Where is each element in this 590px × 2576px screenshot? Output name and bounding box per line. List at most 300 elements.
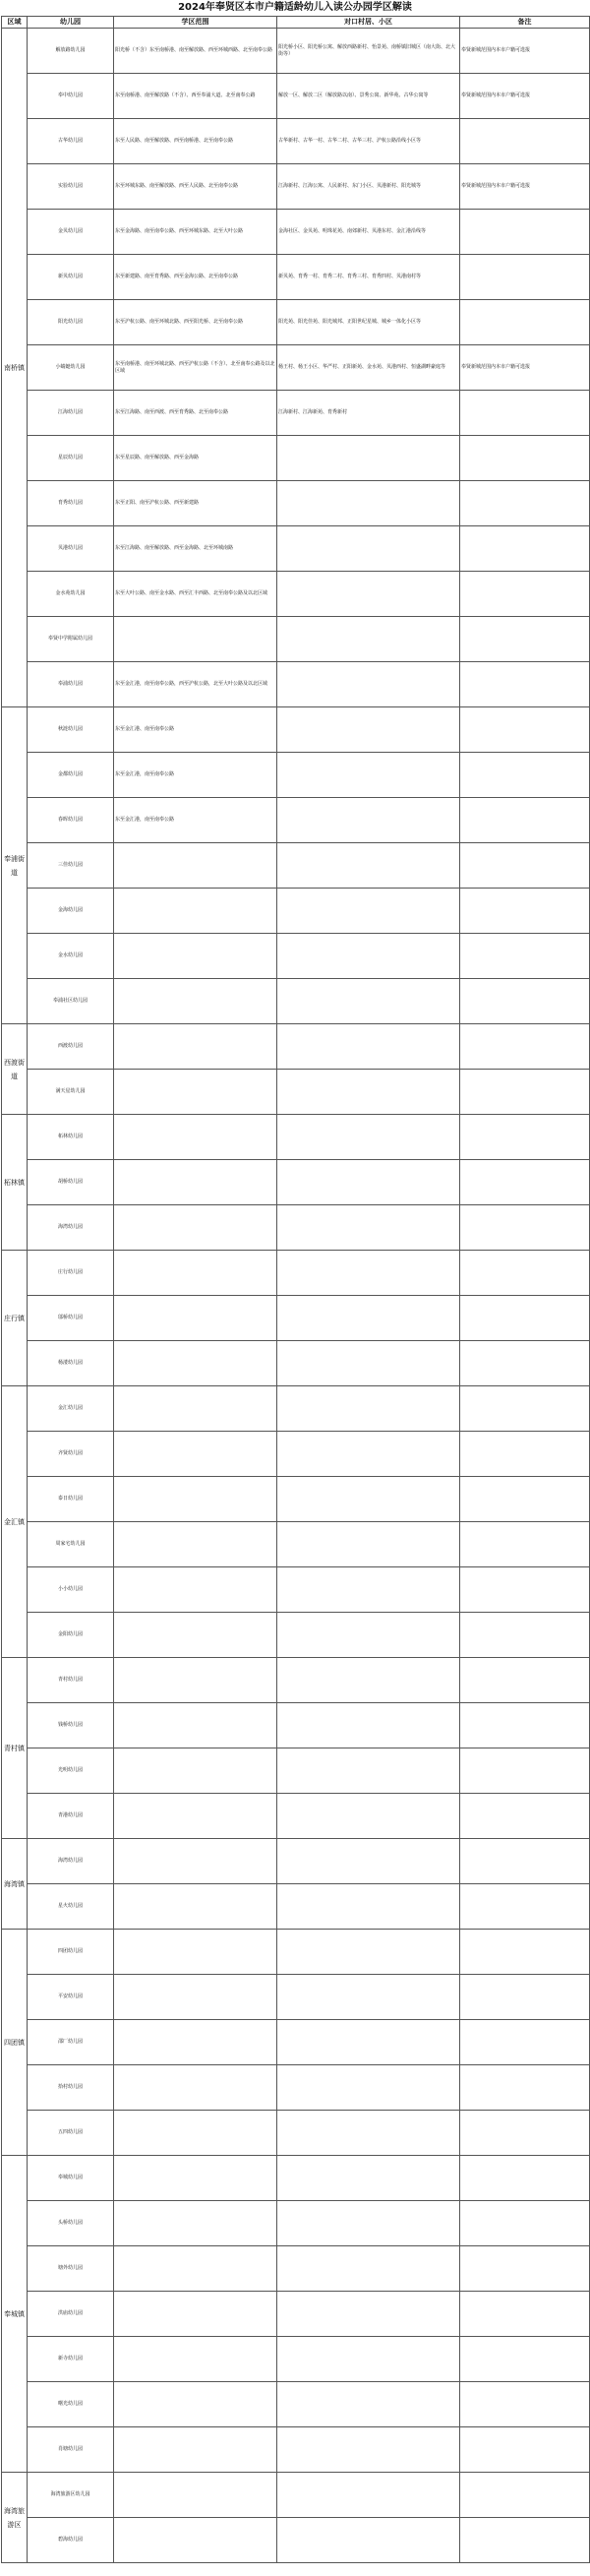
- remarks: [460, 526, 590, 572]
- kindergarten-name: 杨溇幼儿园: [28, 1341, 114, 1386]
- catchment-scope: 东至江海路、南至解放路、西至金海路、北至环城南路: [114, 526, 277, 572]
- kindergarten-name: 光明幼儿园: [28, 1748, 114, 1794]
- kindergarten-name: 洪庙幼儿园: [28, 2292, 114, 2337]
- catchment-scope: 东至金汇港、南至南奉公路: [114, 707, 277, 753]
- kindergarten-name: 江海幼儿园: [28, 391, 114, 436]
- table-row: [2, 753, 590, 798]
- remarks: [460, 1386, 590, 1432]
- table-row: [2, 889, 590, 934]
- assigned-communities: [277, 934, 460, 979]
- kindergarten-name: 阳光幼儿园: [28, 300, 114, 345]
- table-row: [2, 436, 590, 481]
- table-row: [2, 572, 590, 617]
- catchment-scope: [114, 2156, 277, 2201]
- district-cell: 奉城镇: [2, 2156, 28, 2473]
- remarks: [460, 1341, 590, 1386]
- catchment-scope: [114, 1432, 277, 1477]
- document-title: 2024年奉贤区本市户籍适龄幼儿入读公办园学区解读: [178, 2, 412, 13]
- remarks: [460, 798, 590, 843]
- assigned-communities: [277, 2427, 460, 2473]
- assigned-communities: 江海新村、江海新苑、育秀新村: [277, 391, 460, 436]
- catchment-scope: [114, 2292, 277, 2337]
- kindergarten-name: 柘林幼儿园: [28, 1115, 114, 1160]
- remarks: [460, 2518, 590, 2563]
- catchment-scope: 东至人民路、南至解放路、西至南桥港、北至南奉公路: [114, 119, 277, 164]
- kindergarten-name: 古华幼儿园: [28, 119, 114, 164]
- table-row: [2, 2246, 590, 2292]
- assigned-communities: [277, 1748, 460, 1794]
- remarks: [460, 2382, 590, 2427]
- remarks: [460, 481, 590, 526]
- remarks: 奉贤新城范围内本市户籍可选报: [460, 74, 590, 119]
- remarks: 奉贤新城范围内本市户籍可选报: [460, 164, 590, 210]
- kindergarten-name: 秋涟幼儿园: [28, 707, 114, 753]
- catchment-scope: 东至金汇港，南至南奉公路: [114, 753, 277, 798]
- assigned-communities: [277, 1930, 460, 1975]
- remarks: [460, 1703, 590, 1748]
- district-cell: 海湾镇: [2, 1839, 28, 1930]
- catchment-scope: [114, 1296, 277, 1341]
- catchment-scope: [114, 1341, 277, 1386]
- catchment-scope: [114, 979, 277, 1024]
- catchment-table: [1, 16, 590, 2563]
- catchment-scope: [114, 843, 277, 889]
- table-row: [2, 1160, 590, 1205]
- catchment-scope: [114, 1024, 277, 1070]
- kindergarten-name: 解放路幼儿园: [28, 29, 114, 74]
- kindergarten-name: 海湾幼儿园: [28, 1839, 114, 1884]
- table-row: [2, 934, 590, 979]
- remarks: [460, 255, 590, 300]
- table-row: [2, 1567, 590, 1613]
- district-cell: 四团镇: [2, 1930, 28, 2156]
- assigned-communities: [277, 1522, 460, 1567]
- column-header: 幼儿园: [28, 17, 114, 29]
- assigned-communities: 解放一区、解放二区（解放路以南）、景秀公寓、新华苑、古华公寓等: [277, 74, 460, 119]
- assigned-communities: [277, 1296, 460, 1341]
- remarks: [460, 2246, 590, 2292]
- table-row: [2, 1613, 590, 1658]
- catchment-scope: [114, 2473, 277, 2518]
- catchment-scope: [114, 2111, 277, 2156]
- kindergarten-name: 头桥幼儿园: [28, 2201, 114, 2246]
- kindergarten-name: 奉城幼儿园: [28, 2156, 114, 2201]
- catchment-scope: [114, 1160, 277, 1205]
- district-cell: 海湾旅游区: [2, 2473, 28, 2563]
- assigned-communities: [277, 2337, 460, 2382]
- district-cell: 青村镇: [2, 1658, 28, 1839]
- remarks: [460, 1884, 590, 1930]
- remarks: [460, 2337, 590, 2382]
- kindergarten-name: 新寺幼儿园: [28, 2337, 114, 2382]
- kindergarten-name: 钱桥幼儿园: [28, 1703, 114, 1748]
- kindergarten-name: 邵厂幼儿园: [28, 2020, 114, 2065]
- catchment-scope: [114, 1477, 277, 1522]
- table-row: [2, 255, 590, 300]
- catchment-scope: [114, 2337, 277, 2382]
- table-row: [2, 1296, 590, 1341]
- catchment-scope: 东至星辰路、南至解放路、西至金海路: [114, 436, 277, 481]
- remarks: [460, 2111, 590, 2156]
- assigned-communities: [277, 1205, 460, 1251]
- assigned-communities: [277, 2473, 460, 2518]
- assigned-communities: [277, 1251, 460, 1296]
- table-row: [2, 1975, 590, 2020]
- remarks: [460, 1477, 590, 1522]
- catchment-scope: [114, 1658, 277, 1703]
- remarks: [460, 2020, 590, 2065]
- catchment-scope: [114, 1884, 277, 1930]
- kindergarten-name: 庄行幼儿园: [28, 1251, 114, 1296]
- table-row: [2, 345, 590, 391]
- kindergarten-name: 新贝幼儿园: [28, 255, 114, 300]
- catchment-scope: [114, 2518, 277, 2563]
- table-row: [2, 2427, 590, 2473]
- assigned-communities: [277, 1794, 460, 1839]
- kindergarten-name: 肖塘幼儿园: [28, 2427, 114, 2473]
- remarks: [460, 979, 590, 1024]
- catchment-scope: [114, 1522, 277, 1567]
- remarks: [460, 2065, 590, 2111]
- assigned-communities: [277, 889, 460, 934]
- assigned-communities: [277, 526, 460, 572]
- kindergarten-name: 三佳幼儿园: [28, 843, 114, 889]
- assigned-communities: [277, 1703, 460, 1748]
- catchment-scope: 东至金汇港，南至南奉公路: [114, 798, 277, 843]
- kindergarten-name: 奉浦幼儿园: [28, 662, 114, 707]
- catchment-scope: [114, 889, 277, 934]
- kindergarten-name: 四团幼儿园: [28, 1930, 114, 1975]
- column-header: 备注: [460, 17, 590, 29]
- kindergarten-name: 碧海幼儿园: [28, 2518, 114, 2563]
- catchment-scope: [114, 2382, 277, 2427]
- table-row: [2, 1703, 590, 1748]
- table-row: [2, 2337, 590, 2382]
- catchment-scope: [114, 1703, 277, 1748]
- kindergarten-name: 金贝幼儿园: [28, 210, 114, 255]
- kindergarten-name: 西渡幼儿园: [28, 1024, 114, 1070]
- assigned-communities: [277, 2065, 460, 2111]
- table-row: [2, 2020, 590, 2065]
- remarks: [460, 889, 590, 934]
- table-row: [2, 707, 590, 753]
- catchment-scope: 东至南桥港、南至环城北路、西至沪杭公路（不含）、北至南奉公路及以北区域: [114, 345, 277, 391]
- remarks: [460, 617, 590, 662]
- remarks: [460, 2473, 590, 2518]
- assigned-communities: [277, 617, 460, 662]
- assigned-communities: [277, 1432, 460, 1477]
- assigned-communities: [277, 1386, 460, 1432]
- kindergarten-name: 奉浦社区幼儿园: [28, 979, 114, 1024]
- assigned-communities: [277, 753, 460, 798]
- table-row: [2, 300, 590, 345]
- table-row: [2, 798, 590, 843]
- kindergarten-name: 金海幼儿园: [28, 889, 114, 934]
- table-row: [2, 1386, 590, 1432]
- table-row: [2, 210, 590, 255]
- table-row: [2, 1251, 590, 1296]
- remarks: [460, 1658, 590, 1703]
- catchment-scope: [114, 2246, 277, 2292]
- catchment-scope: 东至江海路、南至西渡、西至育秀路、北至南奉公路: [114, 391, 277, 436]
- catchment-scope: [114, 1794, 277, 1839]
- table-row: [2, 74, 590, 119]
- remarks: [460, 1160, 590, 1205]
- remarks: [460, 1296, 590, 1341]
- remarks: [460, 300, 590, 345]
- kindergarten-name: 小蜻蜓幼儿园: [28, 345, 114, 391]
- catchment-scope: 阳光桥（不含）东至南桥港、南至解放路、西至环城西路、北至南奉公路: [114, 29, 277, 74]
- table-row: [2, 1839, 590, 1884]
- assigned-communities: 古华新村、古华一村、古华二村、古华三村、沪杭公路沿线小区等: [277, 119, 460, 164]
- catchment-scope: 东至金汇港，南至南奉公路，西至沪杭公路，北至大叶公路及以北区域: [114, 662, 277, 707]
- table-row: [2, 2292, 590, 2337]
- kindergarten-name: 满天星幼儿园: [28, 1070, 114, 1115]
- assigned-communities: [277, 436, 460, 481]
- catchment-scope: [114, 1115, 277, 1160]
- kindergarten-name: 小小幼儿园: [28, 1567, 114, 1613]
- kindergarten-name: 金水苑幼儿园: [28, 572, 114, 617]
- catchment-scope: [114, 2020, 277, 2065]
- catchment-scope: [114, 1748, 277, 1794]
- assigned-communities: [277, 1341, 460, 1386]
- remarks: [460, 2201, 590, 2246]
- remarks: [460, 934, 590, 979]
- catchment-scope: 东至沪杭公路、南至环城北路、西至阳光桥、北至南奉公路: [114, 300, 277, 345]
- catchment-scope: [114, 1251, 277, 1296]
- assigned-communities: [277, 1115, 460, 1160]
- remarks: [460, 1839, 590, 1884]
- remarks: [460, 707, 590, 753]
- kindergarten-name: 邬桥幼儿园: [28, 1296, 114, 1341]
- table-row: [2, 481, 590, 526]
- table-row: [2, 979, 590, 1024]
- remarks: [460, 391, 590, 436]
- assigned-communities: [277, 2111, 460, 2156]
- district-cell: 南桥镇: [2, 29, 28, 707]
- district-cell: 庄行镇: [2, 1251, 28, 1386]
- table-row: [2, 2518, 590, 2563]
- kindergarten-name: 春晖幼儿园: [28, 798, 114, 843]
- assigned-communities: [277, 1613, 460, 1658]
- kindergarten-name: 胡桥幼儿园: [28, 1160, 114, 1205]
- table-row: [2, 164, 590, 210]
- table-row: [2, 119, 590, 164]
- assigned-communities: [277, 798, 460, 843]
- assigned-communities: [277, 572, 460, 617]
- kindergarten-name: 曙光幼儿园: [28, 2382, 114, 2427]
- kindergarten-name: 育秀幼儿园: [28, 481, 114, 526]
- assigned-communities: 杨王村、杨王小区、华严村、正阳新苑、金水苑、贝港西村、恒盛湖畔豪庭等: [277, 345, 460, 391]
- assigned-communities: [277, 1070, 460, 1115]
- catchment-scope: [114, 1613, 277, 1658]
- assigned-communities: [277, 2020, 460, 2065]
- column-header: 区域: [2, 17, 28, 29]
- assigned-communities: [277, 1160, 460, 1205]
- table-row: [2, 2065, 590, 2111]
- assigned-communities: [277, 2201, 460, 2246]
- kindergarten-name: 海湾幼儿园: [28, 1205, 114, 1251]
- table-row: [2, 1205, 590, 1251]
- remarks: [460, 2427, 590, 2473]
- remarks: [460, 753, 590, 798]
- remarks: [460, 2156, 590, 2201]
- catchment-scope: 东至环城东路、南至解放路、西至人民路、北至南奉公路: [114, 164, 277, 210]
- assigned-communities: [277, 2518, 460, 2563]
- catchment-scope: [114, 2201, 277, 2246]
- table-header-row: [2, 17, 590, 29]
- assigned-communities: [277, 2382, 460, 2427]
- assigned-communities: [277, 1024, 460, 1070]
- kindergarten-name: 实验幼儿园: [28, 164, 114, 210]
- table-row: [2, 391, 590, 436]
- catchment-scope: [114, 1567, 277, 1613]
- table-row: [2, 1115, 590, 1160]
- table-row: [2, 662, 590, 707]
- district-cell: 金汇镇: [2, 1386, 28, 1658]
- table-row: [2, 1748, 590, 1794]
- assigned-communities: [277, 2156, 460, 2201]
- district-cell: 奉浦街道: [2, 707, 28, 1024]
- kindergarten-name: 青村幼儿园: [28, 1658, 114, 1703]
- kindergarten-name: 奉中幼儿园: [28, 74, 114, 119]
- assigned-communities: [277, 2246, 460, 2292]
- table-row: [2, 2156, 590, 2201]
- remarks: [460, 1251, 590, 1296]
- table-row: [2, 526, 590, 572]
- table-row: [2, 1432, 590, 1477]
- table-body: [2, 29, 590, 2563]
- catchment-scope: [114, 934, 277, 979]
- table-row: [2, 617, 590, 662]
- document: [1, 0, 589, 2563]
- catchment-scope: 东至正阳、南至沪杭公路、西至新建路: [114, 481, 277, 526]
- remarks: [460, 1613, 590, 1658]
- catchment-scope: [114, 1839, 277, 1884]
- table-row: [2, 843, 590, 889]
- assigned-communities: [277, 1658, 460, 1703]
- remarks: [460, 572, 590, 617]
- kindergarten-name: 周家宅幼儿园: [28, 1522, 114, 1567]
- remarks: [460, 1930, 590, 1975]
- kindergarten-name: 金水幼儿园: [28, 934, 114, 979]
- column-header: 对口村居、小区: [277, 17, 460, 29]
- table-row: [2, 1884, 590, 1930]
- remarks: [460, 1024, 590, 1070]
- assigned-communities: 阳光苑、阳光佳苑、阳光城邦、正阳世纪星城、城乡一体化小区等: [277, 300, 460, 345]
- assigned-communities: [277, 843, 460, 889]
- remarks: [460, 119, 590, 164]
- table-row: [2, 1522, 590, 1567]
- assigned-communities: [277, 979, 460, 1024]
- catchment-scope: 东至南桥港、南至解放路（不含）、西至奉浦大道、北至南奉公路: [114, 74, 277, 119]
- kindergarten-name: 拾村幼儿园: [28, 2065, 114, 2111]
- district-cell: 西渡街道: [2, 1024, 28, 1115]
- remarks: 奉贤新城范围内本市户籍可选报: [460, 29, 590, 74]
- assigned-communities: [277, 1884, 460, 1930]
- kindergarten-name: 金都幼儿园: [28, 753, 114, 798]
- table-row: [2, 1930, 590, 1975]
- assigned-communities: [277, 1839, 460, 1884]
- catchment-scope: [114, 1930, 277, 1975]
- table-row: [2, 2201, 590, 2246]
- table-row: [2, 2473, 590, 2518]
- remarks: [460, 1567, 590, 1613]
- remarks: [460, 1522, 590, 1567]
- assigned-communities: [277, 1975, 460, 2020]
- remarks: [460, 1070, 590, 1115]
- column-header: 学区范围: [114, 17, 277, 29]
- table-row: [2, 1658, 590, 1703]
- catchment-scope: [114, 1070, 277, 1115]
- catchment-scope: [114, 1386, 277, 1432]
- assigned-communities: 江海新村、江海公寓、人民新村、东门小区、贝港新村、阳光城等: [277, 164, 460, 210]
- assigned-communities: [277, 707, 460, 753]
- table-row: [2, 1794, 590, 1839]
- kindergarten-name: 平安幼儿园: [28, 1975, 114, 2020]
- catchment-scope: [114, 617, 277, 662]
- catchment-scope: [114, 1975, 277, 2020]
- assigned-communities: 金海社区、金贝苑、明珠花苑、南郊新村、贝港东村、金汇港沿线等: [277, 210, 460, 255]
- remarks: [460, 1975, 590, 2020]
- assigned-communities: [277, 481, 460, 526]
- kindergarten-name: 海湾旅游区幼儿园: [28, 2473, 114, 2518]
- kindergarten-name: 青港幼儿园: [28, 1794, 114, 1839]
- catchment-scope: [114, 1205, 277, 1251]
- kindergarten-name: 星辰幼儿园: [28, 436, 114, 481]
- kindergarten-name: 五四幼儿园: [28, 2111, 114, 2156]
- kindergarten-name: 金汇幼儿园: [28, 1386, 114, 1432]
- table-row: [2, 29, 590, 74]
- kindergarten-name: 塘外幼儿园: [28, 2246, 114, 2292]
- remarks: [460, 843, 590, 889]
- catchment-scope: 东至金海路、南至南奉公路、西至环城东路、北至大叶公路: [114, 210, 277, 255]
- table-row: [2, 1477, 590, 1522]
- catchment-scope: 东至大叶公路、南至金水路、西至汇丰西路、北至南奉公路及以北区域: [114, 572, 277, 617]
- kindergarten-name: 星火幼儿园: [28, 1884, 114, 1930]
- assigned-communities: [277, 662, 460, 707]
- catchment-scope: [114, 2065, 277, 2111]
- district-cell: 柘林镇: [2, 1115, 28, 1251]
- remarks: [460, 662, 590, 707]
- remarks: [460, 1748, 590, 1794]
- remarks: [460, 210, 590, 255]
- table-row: [2, 1341, 590, 1386]
- kindergarten-name: 泰日幼儿园: [28, 1477, 114, 1522]
- assigned-communities: [277, 1567, 460, 1613]
- assigned-communities: 新贝苑、育秀一村、育秀二村、育秀三村、育秀四村、贝港南村等: [277, 255, 460, 300]
- remarks: 奉贤新城范围内本市户籍可选报: [460, 345, 590, 391]
- kindergarten-name: 贝港幼儿园: [28, 526, 114, 572]
- remarks: [460, 1115, 590, 1160]
- kindergarten-name: 金阳幼儿园: [28, 1613, 114, 1658]
- table-row: [2, 2111, 590, 2156]
- catchment-scope: 东至新建路、南至育秀路、西至金海公路、北至南奉公路: [114, 255, 277, 300]
- catchment-scope: [114, 2427, 277, 2473]
- remarks: [460, 1794, 590, 1839]
- table-row: [2, 2382, 590, 2427]
- table-row: [2, 1024, 590, 1070]
- remarks: [460, 436, 590, 481]
- kindergarten-name: 奉贤中学附属幼儿园: [28, 617, 114, 662]
- assigned-communities: [277, 2292, 460, 2337]
- table-row: [2, 1070, 590, 1115]
- assigned-communities: 阳光桥小区、阳光桥公寓、解放西路新村、怡景苑、南桥镇旧城区（南大街、北大街等）: [277, 29, 460, 74]
- remarks: [460, 1432, 590, 1477]
- remarks: [460, 2292, 590, 2337]
- remarks: [460, 1205, 590, 1251]
- kindergarten-name: 齐贤幼儿园: [28, 1432, 114, 1477]
